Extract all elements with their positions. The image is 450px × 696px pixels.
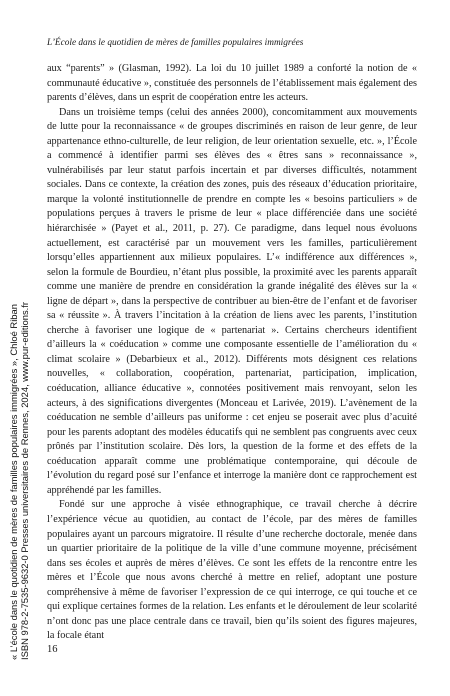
page-number: 16 [47, 644, 58, 655]
side-credit [8, 302, 30, 660]
side-credit-line-1: « L’école dans le quotidien de mères de familles populaires immigrées », Chloé Riban [8, 304, 19, 660]
paragraph-1: aux “parents” » (Glasman, 1992). La loi du 10 juillet 1989 a conforté la notion de « communauté éducative », constituée des personnels de l’établissement mais également des parents d’élèves, dans un esprit de coopération entre les acteurs. [47, 63, 417, 104]
side-credit-line-2: ISBN 978-2-7535-9632-0 Presses universitaires de Rennes, 2024, www.pur-editions.fr [19, 302, 31, 660]
body-text [47, 62, 417, 644]
paragraph-3: Fondé sur une approche à visée ethnographique, ce travail cherche à décrire l’expérience vécue au quotidien, au contact de l’école, par des mères de familles populaires ayant un parcours migratoire. Il résulte d’une recherche doctorale, menée dans un quartier prioritaire de la politique de la ville d’une commune moyenne, précisément dans ses écoles et auprès de mères d’élèves. Ce sont les effets de la rencontre entre les mères et l’École que nous avons cherché à mettre en relief, adoptant une posture compréhensive à même de favoriser l’expression de ce qui interroge, ce qui touche et ce qui explique certaines formes de la relation. Les enfants et le déroulement de leur scolarité n’ont donc pas une place centrale dans ce travail, bien qu’ils soient des figures majeures, la focale étant [47, 499, 417, 642]
paragraph-2: Dans un troisième temps (celui des années 2000), concomitamment aux mouvements de lutte pour la reconnaissance « de groupes discriminés en raison de leur genre, de leur appartenance ethno-culturelle, de leur religion, de leur orientation sexuelle, etc. », l’École a commencé à identifier parmi ses élèves des « êtres sans » reconnaissance », vulnérabilisés par leur statut parfois incertain et par diverses difficultés, notamment sociales. Dans ce contexte, la création des zones, puis des réseaux d’éducation prioritaire, marque la volonté institutionnelle de prendre en compte les « besoins particuliers » de populations perçues à travers le prisme de leur « place différenciée dans une société hiérarchisée » (Payet et al., 2011, p. 27). Ce paradigme, dans lequel nous évoluons actuellement, est caractérisé par un mouvement vers les familles, particulièrement lorsqu’elles appartiennent aux milieux populaires. L’« indifférence aux différences », selon la formule de Bourdieu, n’étant plus possible, la proximité avec les parents apparaît comme une manière de prendre en considération la grande inégalité des élèves sur la « ligne de départ », dans la perspective de contribuer au bien-être de l’enfant et de favoriser sa « réussite ». À travers l’incitation à la création de liens avec les parents, l’institution cherche à favoriser une logique de « partenariat ». Certains chercheurs identifient d’ailleurs la « coéducation » comme une composante essentielle de l’amélioration du « climat scolaire » (Debarbieux et al., 2012). Différents mots désignent ces relations nouvelles, « collaboration, coopération, partenariat, participation, implication, coéducation, alliance éducative », connotées positivement mais renvoyant, selon les acteurs, à des significations divergentes (Monceau et Larivée, 2019). L’avènement de la coéducation ne semble d’ailleurs pas uniforme : cet enjeu se poserait avec plus d’acuité pour les parents adoptant des modèles éducatifs qui ne semblent pas congruents avec ceux prônés par l’institution scolaire. Dès lors, la question de la forme et des effets de la coéducation apparaît comme une problématique contemporaine, qui découle de l’évolution du regard posé sur l’enfance et interroge la manière dont ce rapprochement est appréhendé par les familles. [47, 106, 417, 496]
running-head: L’École dans le quotidien de mères de familles populaires immigrées [47, 38, 304, 48]
